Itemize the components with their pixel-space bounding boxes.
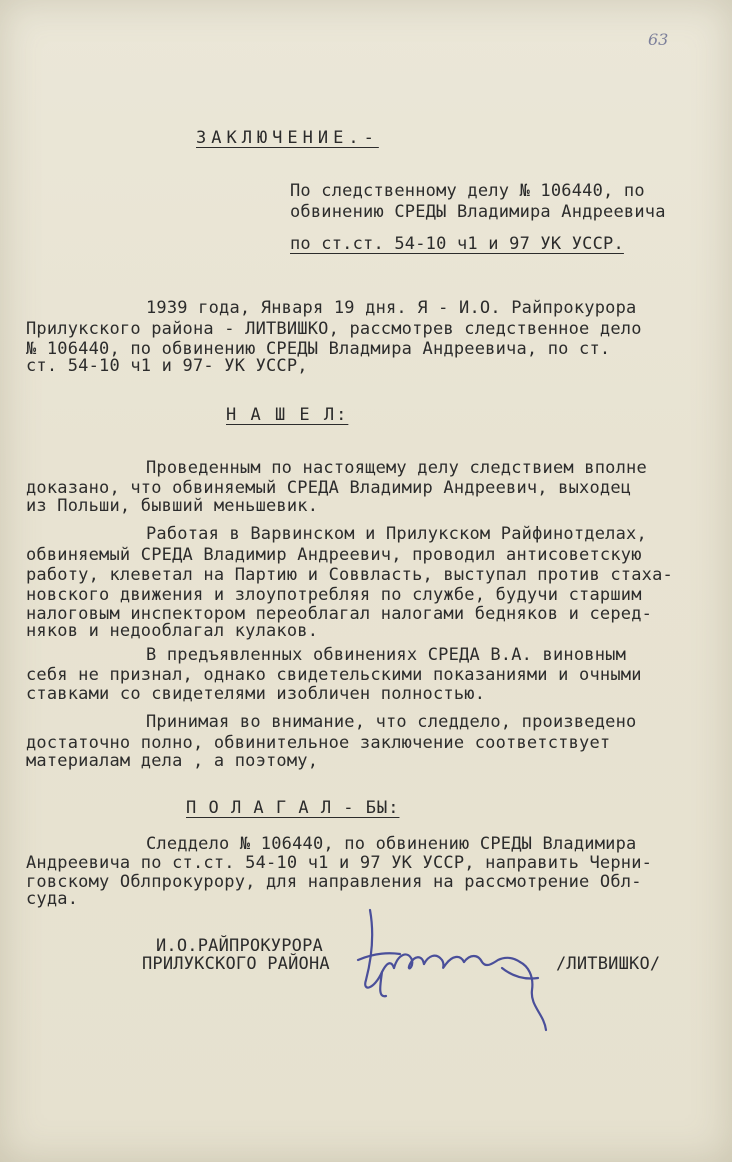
found-p3-line-2: себя не признал, однако свидетельскими показаниями и очными bbox=[26, 665, 642, 685]
found-p4-line-2: достаточно полно, обвинительное заключение соответствует bbox=[26, 733, 611, 753]
page-number: 63 bbox=[648, 30, 669, 49]
signatory-name: /ЛИТВИШКО/ bbox=[556, 954, 661, 974]
found-p3-line-3: ставками со свидетелями изобличен полностью. bbox=[26, 684, 486, 704]
resolution-line-2: Андреевича по ст.ст. 54-10 ч1 и 97 УК УССР, направить Черни- bbox=[26, 853, 653, 873]
intro-line-4: ст. 54-10 ч1 и 97- УК УССР, bbox=[26, 356, 308, 376]
intro-line-2: Прилукского района - ЛИТВИШКО, рассмотрев следственное дело bbox=[26, 319, 642, 339]
found-heading: Н А Ш Е Л: bbox=[226, 405, 349, 425]
document-title: ЗАКЛЮЧЕНИЕ.- bbox=[196, 128, 379, 148]
resolution-line-1: Следдело № 106440, по обвинению СРЕДЫ Владимира bbox=[146, 834, 637, 854]
case-ref-line-3: по ст.ст. 54-10 ч1 и 97 УК УССР. bbox=[290, 234, 624, 254]
case-ref-line-2: обвинению СРЕДЫ Владимира Андреевича bbox=[290, 202, 666, 222]
found-p2-line-4: новского движения и злоупотребляя по службе, будучи старшим bbox=[26, 585, 642, 605]
found-p2-line-1: Работая в Варвинском и Прилукском Райфинотделах, bbox=[146, 524, 647, 544]
found-p4-line-3: материалам дела , а поэтому, bbox=[26, 751, 319, 771]
found-p2-line-5: налоговым инспектором переоблагал налогами бедняков и серед- bbox=[26, 604, 653, 624]
found-p2-line-2: обвиняемый СРЕДА Владимир Андреевич, проводил антисоветскую bbox=[26, 545, 642, 565]
intro-line-3: № 106440, по обвинению СРЕДЫ Владмира Андреевича, по ст. bbox=[26, 339, 611, 359]
found-p4-line-1: Принимая во внимание, что следдело, произведено bbox=[146, 712, 637, 732]
found-p1-line-3: из Польши, бывший меньшевик. bbox=[26, 496, 319, 516]
found-p2-line-6: няков и недооблагал кулаков. bbox=[26, 621, 319, 641]
case-ref-line-1: По следственному делу № 106440, по bbox=[290, 181, 645, 201]
signatory-position-line-1: И.О.РАЙПРОКУРОРА bbox=[156, 936, 323, 956]
found-p1-line-1: Проведенным по настоящему делу следствием вполне bbox=[146, 458, 647, 478]
handwritten-signature bbox=[352, 902, 562, 1052]
intro-line-1: 1939 года, Января 19 дня. Я - И.О. Райпрокурора bbox=[146, 298, 637, 318]
signatory-position-line-2: ПРИЛУКСКОГО РАЙОНА bbox=[142, 954, 330, 974]
found-p3-line-1: В предъявленных обвинениях СРЕДА В.А. виновным bbox=[146, 645, 627, 665]
resolution-line-3: говскому Облпрокурору, для направления на рассмотрение Обл- bbox=[26, 872, 642, 892]
found-p1-line-2: доказано, что обвиняемый СРЕДА Владимир Андреевич, выходец bbox=[26, 478, 632, 498]
found-p2-line-3: работу, клеветал на Партию и Соввласть, выступал против стаха- bbox=[26, 565, 673, 585]
resolution-line-4: суда. bbox=[26, 889, 79, 909]
resolution-heading: П О Л А Г А Л - БЫ: bbox=[186, 798, 400, 818]
